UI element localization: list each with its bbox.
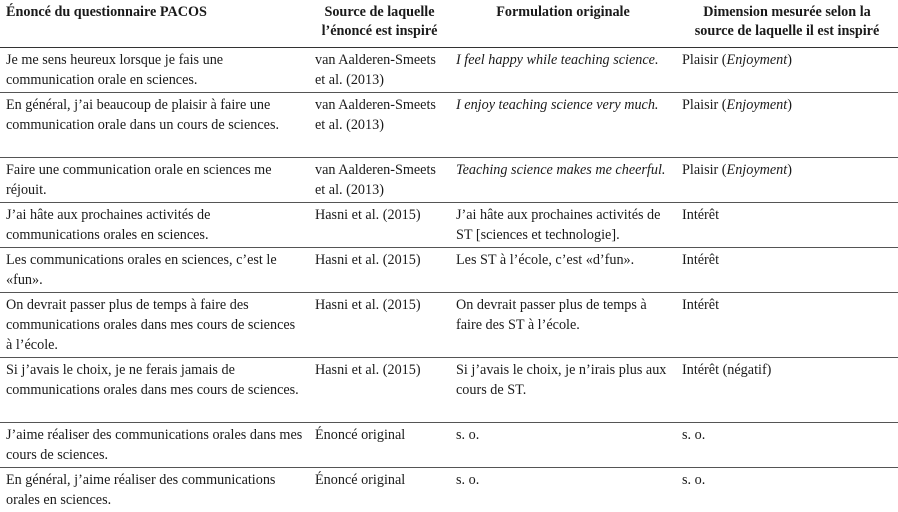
cell-source: van Aalderen-Smeets et al. (2013) bbox=[309, 157, 450, 202]
dimension-label: Intérêt bbox=[682, 251, 720, 268]
dimension-english: Enjoyment bbox=[726, 96, 788, 113]
header-dimension: Dimension mesurée selon la source de laquelle il est inspiré bbox=[676, 0, 898, 47]
cell-source: Énoncé original bbox=[315, 471, 406, 488]
dimension-close: ) bbox=[787, 161, 792, 178]
cell-dimension bbox=[676, 357, 898, 422]
cell-source: Hasni et al. (2015) bbox=[309, 202, 450, 247]
dimension-label: Intérêt bbox=[682, 296, 720, 313]
cell-enonce: On devrait passer plus de temps à faire des communications orales dans mes cours de sciences à l’école. bbox=[0, 292, 309, 357]
cell-dimension bbox=[676, 202, 898, 247]
cell-source: Hasni et al. (2015) bbox=[309, 247, 450, 292]
cell-source: Hasni et al. (2015) bbox=[309, 292, 450, 357]
table-row bbox=[0, 47, 898, 92]
table-row bbox=[0, 202, 898, 247]
cell-enonce: Les communications orales en sciences, c’est le «fun». bbox=[0, 247, 309, 292]
table-row bbox=[0, 92, 898, 157]
cell-formulation: s. o. bbox=[456, 471, 480, 488]
cell-enonce: En général, j’ai beaucoup de plaisir à faire une communication orale dans un cours de sciences. bbox=[0, 92, 309, 157]
cell-dimension bbox=[676, 47, 898, 92]
cell-dimension bbox=[676, 92, 898, 157]
table-row bbox=[0, 422, 898, 467]
dimension-label: Intérêt (négatif) bbox=[682, 361, 772, 378]
header-formulation: Formulation originale bbox=[450, 0, 676, 47]
cell-source: Hasni et al. (2015) bbox=[309, 357, 450, 422]
cell-enonce: J’aime réaliser des communications orales dans mes cours de sciences. bbox=[0, 422, 309, 467]
cell-dimension bbox=[676, 467, 898, 512]
table-row bbox=[0, 357, 898, 422]
table-row bbox=[0, 157, 898, 202]
dimension-close: ) bbox=[787, 51, 792, 68]
dimension-label: Plaisir ( bbox=[682, 96, 727, 113]
dimension-label: Plaisir ( bbox=[682, 51, 727, 68]
header-source: Source de laquelle l’énoncé est inspiré bbox=[309, 0, 450, 47]
cell-dimension bbox=[676, 292, 898, 357]
cell-source: van Aalderen-Smeets et al. (2013) bbox=[309, 92, 450, 157]
cell-dimension bbox=[676, 247, 898, 292]
cell-formulation: On devrait passer plus de temps à faire des ST à l’école. bbox=[450, 292, 676, 357]
dimension-label: Plaisir ( bbox=[682, 161, 727, 178]
cell-source: Énoncé original bbox=[309, 422, 450, 467]
cell-formulation: Teaching science makes me cheerful. bbox=[450, 157, 676, 202]
cell-source: van Aalderen-Smeets et al. (2013) bbox=[309, 47, 450, 92]
cell-formulation: Les ST à l’école, c’est «d’fun». bbox=[450, 247, 676, 292]
header-enonce: Énoncé du questionnaire PACOS bbox=[0, 0, 309, 47]
cell-enonce: Faire une communication orale en sciences me réjouit. bbox=[0, 157, 309, 202]
cell-enonce: Je me sens heureux lorsque je fais une communication orale en sciences. bbox=[0, 47, 309, 92]
table-header bbox=[0, 0, 898, 47]
table-row bbox=[0, 247, 898, 292]
cell-formulation: s. o. bbox=[450, 422, 676, 467]
dimension-close: ) bbox=[787, 96, 792, 113]
cell-enonce: J’ai hâte aux prochaines activités de communications orales en sciences. bbox=[0, 202, 309, 247]
cell-dimension bbox=[676, 422, 898, 467]
cell-formulation: I feel happy while teaching science. bbox=[450, 47, 676, 92]
header-row bbox=[0, 0, 898, 47]
dimension-english: Enjoyment bbox=[726, 161, 788, 178]
cell-formulation: Si j’avais le choix, je n’irais plus aux cours de ST. bbox=[450, 357, 676, 422]
cell-formulation: J’ai hâte aux prochaines activités de ST [sciences et technologie]. bbox=[450, 202, 676, 247]
cell-enonce: Si j’avais le choix, je ne ferais jamais de communications orales dans mes cours de sciences. bbox=[0, 357, 309, 422]
dimension-label: s. o. bbox=[682, 426, 706, 443]
cell-enonce: En général, j’aime réaliser des communications orales en sciences. bbox=[6, 471, 276, 508]
table-row bbox=[0, 467, 898, 512]
table-body bbox=[0, 47, 898, 512]
dimension-label: s. o. bbox=[682, 471, 706, 488]
dimension-label: Intérêt bbox=[682, 206, 720, 223]
dimension-english: Enjoyment bbox=[726, 51, 788, 68]
cell-formulation: I enjoy teaching science very much. bbox=[450, 92, 676, 157]
table-row bbox=[0, 292, 898, 357]
cell-dimension bbox=[676, 157, 898, 202]
